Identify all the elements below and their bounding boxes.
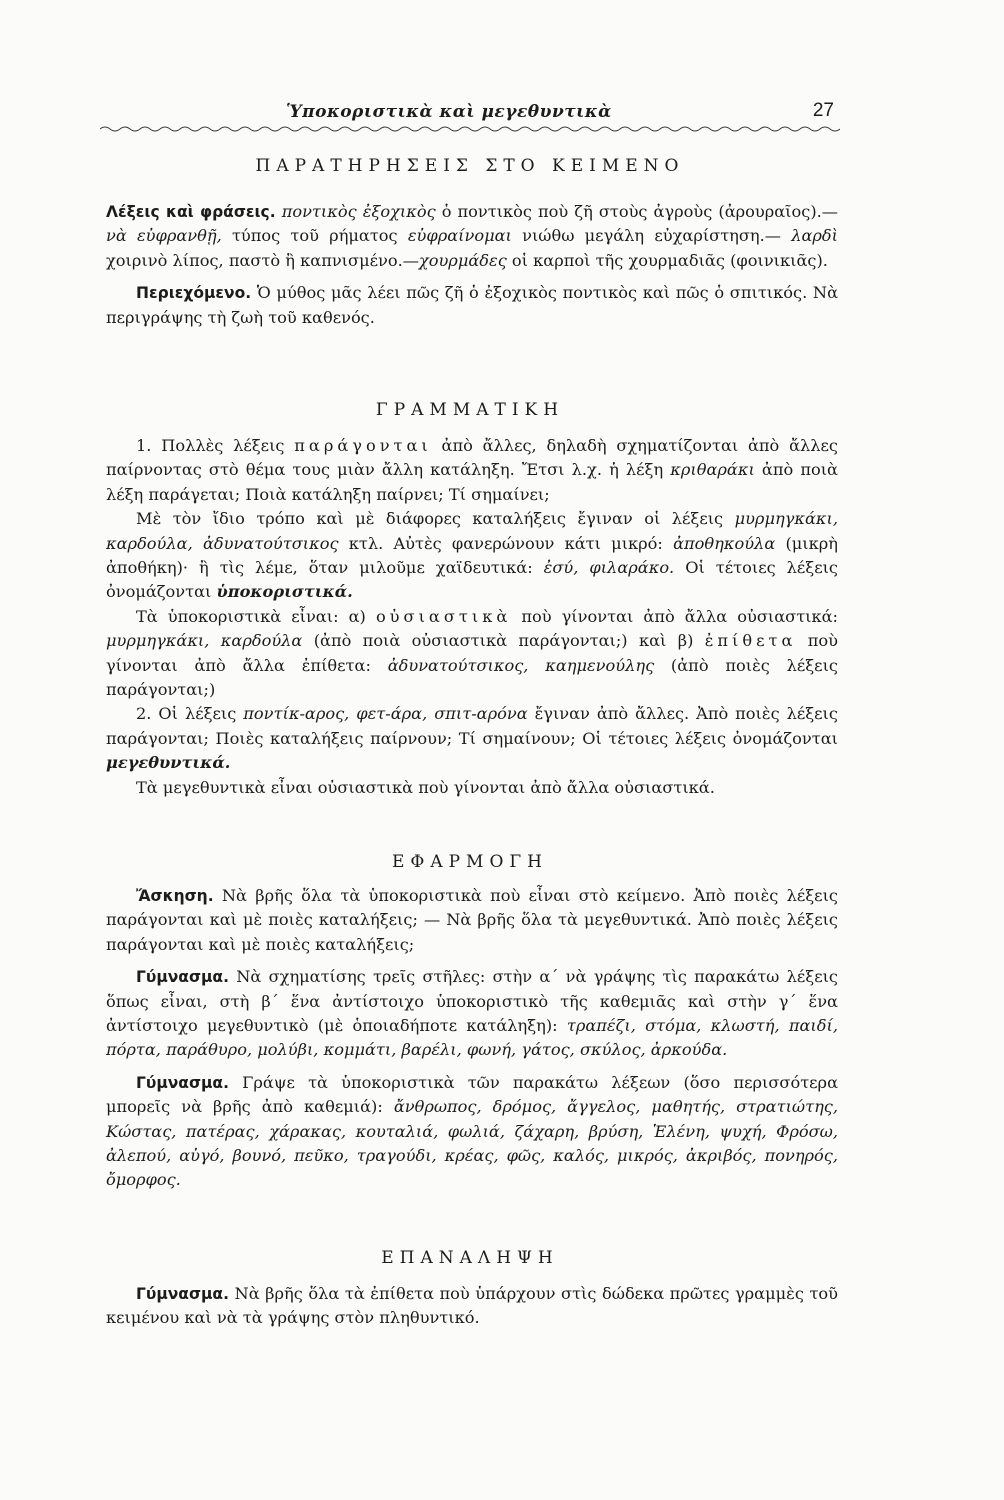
grammar-paragraph-5: Τὰ μεγεθυντικὰ εἶναι οὐσιαστικὰ ποὺ γίνονται ἀπὸ ἄλλα οὐσιαστικά. (136, 777, 715, 797)
term: λαρδὶ (791, 226, 838, 246)
key-term-megethyntika: μεγεθυντικά. (106, 753, 231, 773)
term: νὰ εὐφρανθῇ, (106, 226, 222, 246)
spaced-term: ἐπίθετα (704, 631, 797, 651)
label-lexeis: Λέξεις καὶ φράσεις. (106, 203, 276, 221)
spaced-term: οὐσιαστικὰ (375, 606, 512, 626)
section-title-grammatiki: ΓΡΑΜΜΑΤΙΚΗ (375, 400, 565, 420)
paragraph-askisi: Ἄσκηση. Νὰ βρῆς ὅλα τὰ ὑποκοριστικὰ ποὺ εἶναι στὸ κείμενο. Ἀπὸ ποιὲς λέξεις παράγονται καὶ μὲ ποιὲς καταλήξεις; — Νὰ βρῆς ὅλα τὰ μεγεθυντικά. Ἀπὸ ποιὲς λέξεις παράγονται καὶ μὲ ποιὲς καταλήξεις; (106, 886, 838, 954)
page-number: 27 (812, 100, 834, 121)
term: ἀδυνατούτσικος, καημενούλης (387, 655, 655, 675)
label-gymnasma: Γύμνασμα. (136, 968, 229, 987)
wavy-rule (100, 124, 840, 134)
term: μυρμηγκάκι, καρδούλα, ἀδυνατούτσικος (106, 509, 838, 553)
term: χουρμάδες (418, 250, 507, 270)
grammar-paragraph-2: Μὲ τὸν ἴδιο τρόπο καὶ μὲ διάφορες καταλήξεις ἔγιναν οἱ λέξεις μυρμηγκάκι, καρδούλα, ἀδυνατούτσικος κτλ. Αὐτὲς φανερώνουν κάτι μικρό: ἀποθηκούλα (μικρὴ ἀποθήκη)· ἢ τὶς λέμε, ὅταν μιλοῦμε χαϊδευτικά: ἐσύ, φιλαράκο. Οἱ τέτοιες λέξεις ὀνομάζονται ὑποκοριστικά. (106, 509, 838, 602)
section-grammatiki (106, 434, 838, 800)
term: μυρμηγκάκι, καρδούλα (106, 631, 303, 651)
key-term-ypokoristika: ὑποκοριστικά. (216, 582, 353, 602)
section-efarmogi (106, 884, 838, 1193)
paragraph-gymnasma-1: Γύμνασμα. Νὰ σχηματίσης τρεῖς στῆλες: στὴν α΄ νὰ γράψης τὶς παρακάτω λέξεις ὅπως εἶναι, στὴ β΄ ἕνα ἀντίστοιχο ὑποκοριστικὸ τῆς καθεμιᾶς καὶ στὴν γ΄ ἕνα ἀντίστοιχο μεγεθυντικὸ (μὲ ὁποιαδήποτε κατάληξη): τραπέζι, στόμα, κλωστή, παιδί, πόρτα, παράθυρο, μολύβι, κομμάτι, βαρέλι, φωνή, γάτος, σκύλος, ἀρκούδα. (106, 967, 838, 1060)
running-title: Ὑποκοριστικὰ καὶ μεγεθυντικὰ (286, 102, 612, 122)
term: κριθαράκι (670, 460, 755, 480)
grammar-paragraph-3: Τὰ ὑποκοριστικὰ εἶναι: α) οὐσιαστικὰ ποὺ γίνονται ἀπὸ ἄλλα οὐσιαστικά: μυρμηγκάκι, καρδούλα (ἀπὸ ποιὰ οὐσιαστικὰ παράγονται;) καὶ β) ἐπίθετα ποὺ γίνονται ἀπὸ ἄλλα ἐπίθετα: ἀδυνατούτσικος, καημενούλης (ἀπὸ ποιὲς λέξεις παράγονται;) (106, 606, 839, 700)
grammar-paragraph-4: 2. Οἱ λέξεις ποντίκ-αρος, φετ-άρα, σπιτ-αρόνα ἔγιναν ἀπὸ ἄλλες. Ἀπὸ ποιὲς λέξεις παράγονται; Ποιὲς καταλήξεις παίρνουν; Τί σημαίνουν; Οἱ τέτοιες λέξεις ὀνομάζονται μεγεθυντικά. (106, 704, 838, 773)
section-epanalipsi (106, 1282, 838, 1331)
term: ποντικὸς ἐξοχικὸς (281, 202, 436, 221)
term: ἀποθηκούλα (673, 533, 776, 553)
section-paratiriseis (106, 200, 838, 330)
paragraph-periexomeno: Περιεχόμενο. Ὁ μύθος μᾶς λέει πῶς ζῆ ὁ ἐξοχικὸς ποντικὸς καὶ πῶς ὁ σπιτικός. Νὰ περιγράψης τὴ ζωὴ τοῦ καθενός. (106, 283, 838, 327)
term: εὐφραίνομαι (407, 226, 512, 246)
section-title-efarmogi: ΕΦΑΡΜΟΓΗ (391, 852, 549, 872)
section-title-paratiriseis: ΠΑΡΑΤΗΡΗΣΕΙΣ ΣΤΟ ΚΕΙΜΕΝΟ (255, 156, 685, 176)
paragraph-epanalipsi: Γύμνασμα. Νὰ βρῆς ὅλα τὰ ἐπίθετα ποὺ ὑπάρχουν στὶς δώδεκα πρῶτες γραμμὲς τοῦ κειμένου καὶ νὰ τὰ γράψης στὸν πληθυντικό. (106, 1284, 838, 1328)
term: ἐσύ, φιλαράκο. (543, 558, 675, 578)
section-title-epanalipsi: ΕΠΑΝΑΛΗΨΗ (381, 1248, 559, 1268)
label-gymnasma: Γύμνασμα. (136, 1073, 229, 1092)
spaced-term: παράγονται (294, 436, 432, 455)
paragraph-lexeis: Λέξεις καὶ φράσεις. ποντικὸς ἐξοχικὸς ὁ ποντικὸς ποὺ ζῆ στοὺς ἀγροὺς (ἀρουραῖος).—νὰ εὐφρανθῇ, τύπος τοῦ ρήματος εὐφραίνομαι νιώθω μεγάλη εὐχαρίστηση.— λαρδὶ χοιρινὸ λίπος, παστὸ ἢ καπνισμένο.—χουρμάδες οἱ καρποὶ τῆς χουρμαδιᾶς (φοινικιᾶς). (106, 202, 838, 270)
term: ποντίκ-αρος, φετ-άρα, σπιτ-αρόνα (243, 704, 528, 724)
word-list: ἄνθρωπος, δρόμος, ἄγγελος, μαθητής, στρατιώτης, Κώστας, πατέρας, χάρακας, κουταλιά, φωλιά, ζάχαρη, βρύση, Ἑλένη, ψυχή, Φρόσω, ἀλεπού, αὐγό, βουνό, πεῦκο, τραγούδι, κρέας, φῶς, καλός, μικρός, ἀκριβός, πονηρός, ὄμορφος. (106, 1097, 838, 1190)
label-periexomeno: Περιεχόμενο. (136, 284, 252, 303)
page-header (100, 100, 840, 140)
grammar-paragraph-1: 1. Πολλὲς λέξεις παράγονται ἀπὸ ἄλλες, δηλαδὴ σχηματίζονται ἀπὸ ἄλλες παίρνοντας στὸ θέμα τους μιὰν ἄλλη κατάληξη. Ἔτσι λ.χ. ἡ λέξη κριθαράκι ἀπὸ ποιὰ λέξη παράγεται; Ποιὰ κατάληξη παίρνει; Τί σημαίνει; (106, 436, 838, 504)
word-list: τραπέζι, στόμα, κλωστή, παιδί, πόρτα, παράθυρο, μολύβι, κομμάτι, βαρέλι, φωνή, γάτος, σκύλος, ἀρκούδα. (106, 1016, 838, 1060)
label-gymnasma: Γύμνασμα. (136, 1285, 229, 1303)
label-askisi: Ἄσκηση. (136, 887, 214, 905)
paragraph-gymnasma-2: Γύμνασμα. Γράψε τὰ ὑποκοριστικὰ τῶν παρακάτω λέξεων (ὅσο περισσότερα μπορεῖς νὰ βρῆς ἀπὸ καθεμιά): ἄνθρωπος, δρόμος, ἄγγελος, μαθητής, στρατιώτης, Κώστας, πατέρας, χάρακας, κουταλιά, φωλιά, ζάχαρη, βρύση, Ἑλένη, ψυχή, Φρόσω, ἀλεπού, αὐγό, βουνό, πεῦκο, τραγούδι, κρέας, φῶς, καλός, μικρός, ἀκριβός, πονηρός, ὄμορφος. (106, 1072, 838, 1190)
